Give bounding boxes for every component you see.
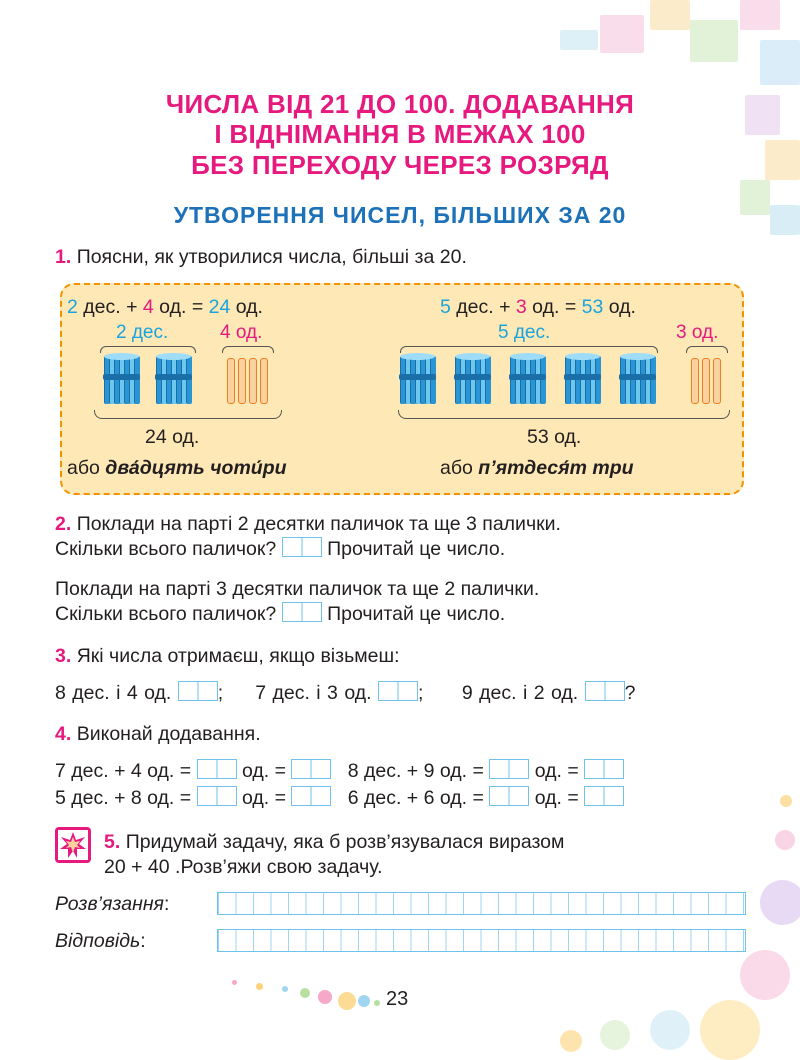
colon: : [140, 930, 146, 952]
answer-box[interactable] [197, 759, 237, 779]
task-text: Прочитай це число. [327, 538, 506, 560]
eq-text: дес. + [77, 296, 143, 318]
eq-tens: 5 [440, 296, 451, 318]
task-number: 3. [55, 645, 72, 667]
expr: 5 дес. + 8 од. = [55, 787, 192, 809]
expr: 6 дес. + 6 од. = [347, 787, 484, 809]
answer-label [55, 930, 146, 953]
item-text: 9 дес. і 2 од. [461, 682, 579, 704]
chapter-title-line-2: І ВІДНІМАННЯ В МЕЖАХ 100 [214, 119, 586, 149]
task1-instruction [55, 245, 467, 269]
task5-line-2: 20 + 40 .Розв’яжи свою задачу. [104, 856, 383, 878]
task-text: Скільки всього паличок? [55, 603, 277, 625]
chapter-title-line-3: БЕЗ ПЕРЕХОДУ ЧЕРЕЗ РОЗРЯД [191, 150, 609, 180]
task4-row-1 [55, 759, 624, 783]
task3-items [55, 681, 635, 705]
section-subtitle: УТВОРЕННЯ ЧИСЕЛ, БІЛЬШИХ ЗА 20 [173, 202, 627, 228]
single-stick [691, 358, 699, 404]
number-word: два́дцять чоти́ри [105, 457, 287, 479]
task-text: Скільки всього паличок? [55, 538, 277, 560]
colon: : [163, 893, 170, 915]
single-stick [713, 358, 721, 404]
task3-instruction [55, 644, 400, 668]
single-stick [238, 358, 246, 404]
label-text: Розв’язання [55, 893, 164, 915]
solution-grid[interactable] [217, 892, 746, 915]
answer-box[interactable] [282, 537, 322, 557]
answer-box[interactable] [585, 681, 625, 701]
answer-box[interactable] [584, 759, 624, 779]
task-text: Які числа отримаєш, якщо візьмеш: [76, 645, 400, 667]
left-total: 24 од. [145, 426, 200, 448]
eq-result: 24 [208, 296, 231, 318]
task-text: Виконай додавання. [76, 723, 261, 745]
answer-box[interactable] [291, 786, 331, 806]
right-equation [440, 296, 636, 319]
label-text: Відповідь [55, 930, 141, 952]
task5-line-1 [104, 830, 744, 854]
number-word: п’ятдеся́т три [478, 457, 634, 479]
single-stick [249, 358, 257, 404]
left-tens-label: 2 дес. [116, 322, 169, 343]
answer-box[interactable] [489, 759, 529, 779]
eq-ones: 4 [142, 296, 154, 318]
left-word [67, 457, 287, 480]
single-stick [702, 358, 710, 404]
right-word [440, 457, 634, 480]
task2-line-4 [55, 602, 505, 626]
expr: 7 дес. + 4 од. = [55, 760, 192, 782]
brace [94, 410, 282, 419]
expr: од. = [242, 787, 287, 809]
task4-instruction [55, 722, 261, 746]
answer-box[interactable] [584, 786, 624, 806]
eq-text: дес. + [450, 296, 516, 318]
eq-result: 53 [581, 296, 604, 318]
eq-text: од. [603, 296, 636, 318]
star-challenge-icon [55, 827, 91, 863]
right-total: 53 од. [527, 426, 582, 448]
brace [398, 410, 730, 419]
answer-box[interactable] [282, 602, 322, 622]
task-text: Поклади на парті 2 десятки паличок та ще 3 палички. [76, 513, 561, 535]
answer-box[interactable] [489, 786, 529, 806]
answer-box[interactable] [197, 786, 237, 806]
expr: од. = [534, 787, 579, 809]
answer-box[interactable] [291, 759, 331, 779]
task-number: 1. [55, 246, 72, 268]
brace [100, 346, 196, 353]
single-stick [260, 358, 268, 404]
separator: ; [417, 682, 424, 704]
item-text: 8 дес. і 4 од. [55, 682, 172, 704]
word-prefix: або [440, 457, 479, 479]
eq-text: од. = [526, 296, 582, 318]
single-stick [227, 358, 235, 404]
right-ones-label: 3 од. [676, 322, 719, 343]
task-text: Поясни, як утворилися числа, більші за 20. [76, 246, 467, 268]
answer-box[interactable] [378, 681, 418, 701]
task-number: 4. [55, 723, 72, 745]
answer-box[interactable] [178, 681, 218, 701]
separator: ; [217, 682, 224, 704]
task2-line-2 [55, 537, 505, 561]
eq-ones: 3 [515, 296, 527, 318]
brace [222, 346, 274, 353]
right-tens-label: 5 дес. [498, 322, 551, 343]
task-text: Придумай задачу, яка б розв’язувалася виразом [125, 831, 565, 853]
task-number: 2. [55, 513, 72, 535]
left-ones-label: 4 од. [220, 322, 263, 343]
expr: од. = [242, 760, 287, 782]
solution-label [55, 893, 169, 916]
task4-row-2 [55, 786, 624, 810]
task-text: Прочитай це число. [327, 603, 506, 625]
task-number: 5. [104, 831, 121, 853]
task2-line-1 [55, 512, 745, 536]
chapter-title-line-1: ЧИСЛА ВІД 21 ДО 100. ДОДАВАННЯ [165, 89, 635, 119]
eq-text: од. [230, 296, 263, 318]
answer-grid[interactable] [217, 929, 746, 952]
page-number: 23 [386, 988, 409, 1010]
task2-line-3: Поклади на парті 3 десятки паличок та ще 2 палички. [55, 578, 540, 600]
expr: од. = [534, 760, 579, 782]
word-prefix: або [67, 457, 106, 479]
expr: 8 дес. + 9 од. = [347, 760, 484, 782]
brace [400, 346, 658, 353]
brace [686, 346, 728, 353]
left-equation [67, 296, 263, 319]
eq-text: од. = [153, 296, 209, 318]
separator: ? [624, 682, 636, 704]
item-text: 7 дес. і 3 од. [255, 682, 372, 704]
eq-tens: 2 [67, 296, 78, 318]
